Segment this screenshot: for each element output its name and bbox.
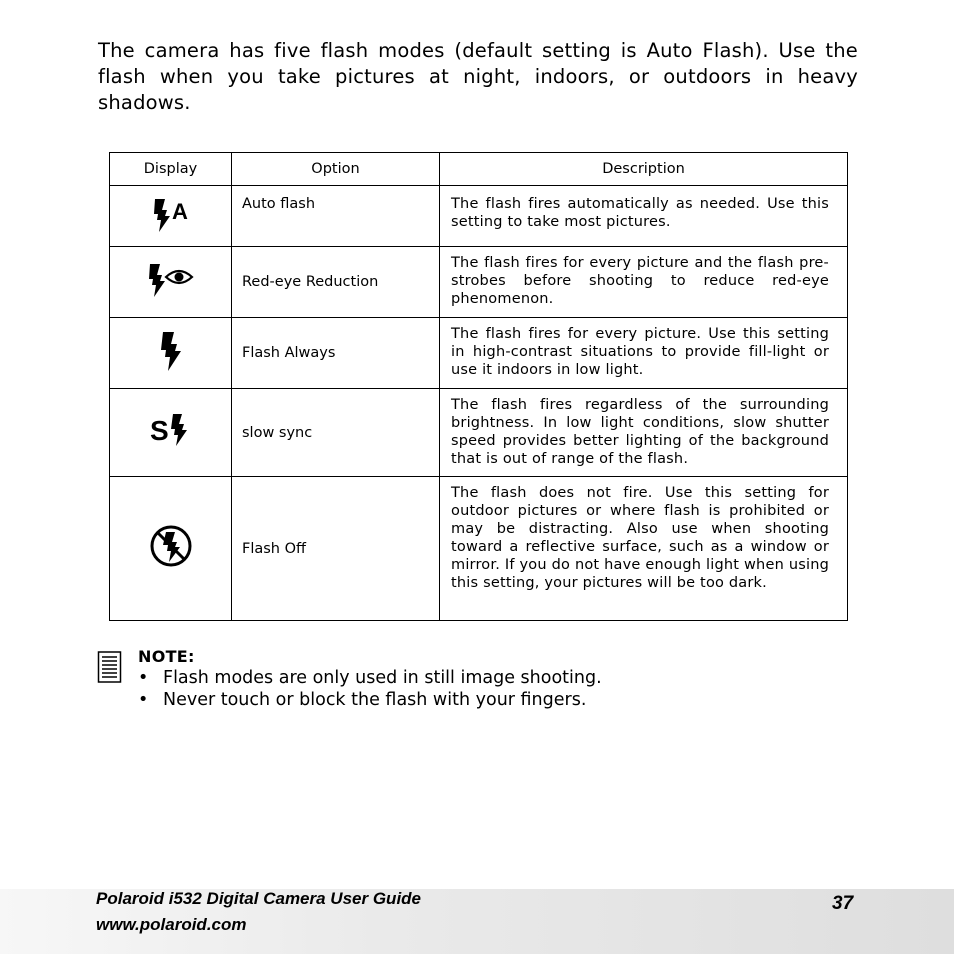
slow-sync-icon <box>149 412 193 448</box>
auto-flash-icon <box>151 194 191 234</box>
header-display: Display <box>110 153 232 186</box>
option-cell: slow sync <box>232 389 440 477</box>
footer-title: Polaroid i532 Digital Camera User Guide <box>96 889 422 908</box>
list-item <box>138 689 838 711</box>
description-cell: The flash fires automatically as needed. Use this setting to take most pictures. <box>440 186 848 247</box>
description-cell: The flash fires for every picture. Use this setting in high-contrast situations to provide fill-light or use it indoors in low light. <box>440 318 848 389</box>
note-item-text: Never touch or block the flash with your fingers. <box>163 690 587 710</box>
header-description: Description <box>440 153 848 186</box>
footer-url: www.polaroid.com <box>96 915 247 934</box>
option-cell: Auto flash <box>232 186 440 247</box>
list-item <box>138 667 838 689</box>
option-cell: Flash Off <box>232 477 440 621</box>
table-row <box>110 318 848 389</box>
page-number: 37 <box>832 893 854 914</box>
bullet: • <box>138 668 149 688</box>
table-row <box>110 477 848 621</box>
flash-off-icon <box>148 523 194 569</box>
intro-paragraph: The camera has five flash modes (default setting is Auto Flash). Use the flash when you take pictures at night, indoors, or outdoors in heavy shadows. <box>98 39 858 114</box>
note-item-text: Flash modes are only used in still image shooting. <box>163 668 602 688</box>
header-option: Option <box>232 153 440 186</box>
svg-text:A: A <box>171 198 188 224</box>
description-cell: The flash fires regardless of the surrounding brightness. In low light conditions, slow shutter speed provides better lighting of the background that is out of range of the flash. <box>440 389 848 477</box>
bullet: • <box>138 690 149 710</box>
red-eye-reduction-icon <box>146 262 196 298</box>
description-cell: The flash fires for every picture and the flash pre-strobes before shooting to reduce red-eye phenomenon. <box>440 247 848 318</box>
table-row <box>110 247 848 318</box>
note-title: NOTE: <box>138 647 195 666</box>
table-row <box>110 389 848 477</box>
table-row <box>110 186 848 247</box>
flash-always-icon <box>156 330 186 372</box>
option-cell: Flash Always <box>232 318 440 389</box>
flash-modes-table <box>109 152 848 621</box>
description-cell: The flash does not fire. Use this setting for outdoor pictures or where flash is prohibited or may be distracting. Also use when shooting toward a reflective surface, such as a window or mirror. If you do not have enough light when using this setting, your pictures will be too dark. <box>440 477 848 621</box>
option-cell: Red-eye Reduction <box>232 247 440 318</box>
svg-text:S: S <box>149 415 169 446</box>
note-list <box>138 667 838 711</box>
notepad-icon <box>97 650 123 688</box>
table-header-row <box>110 153 848 186</box>
